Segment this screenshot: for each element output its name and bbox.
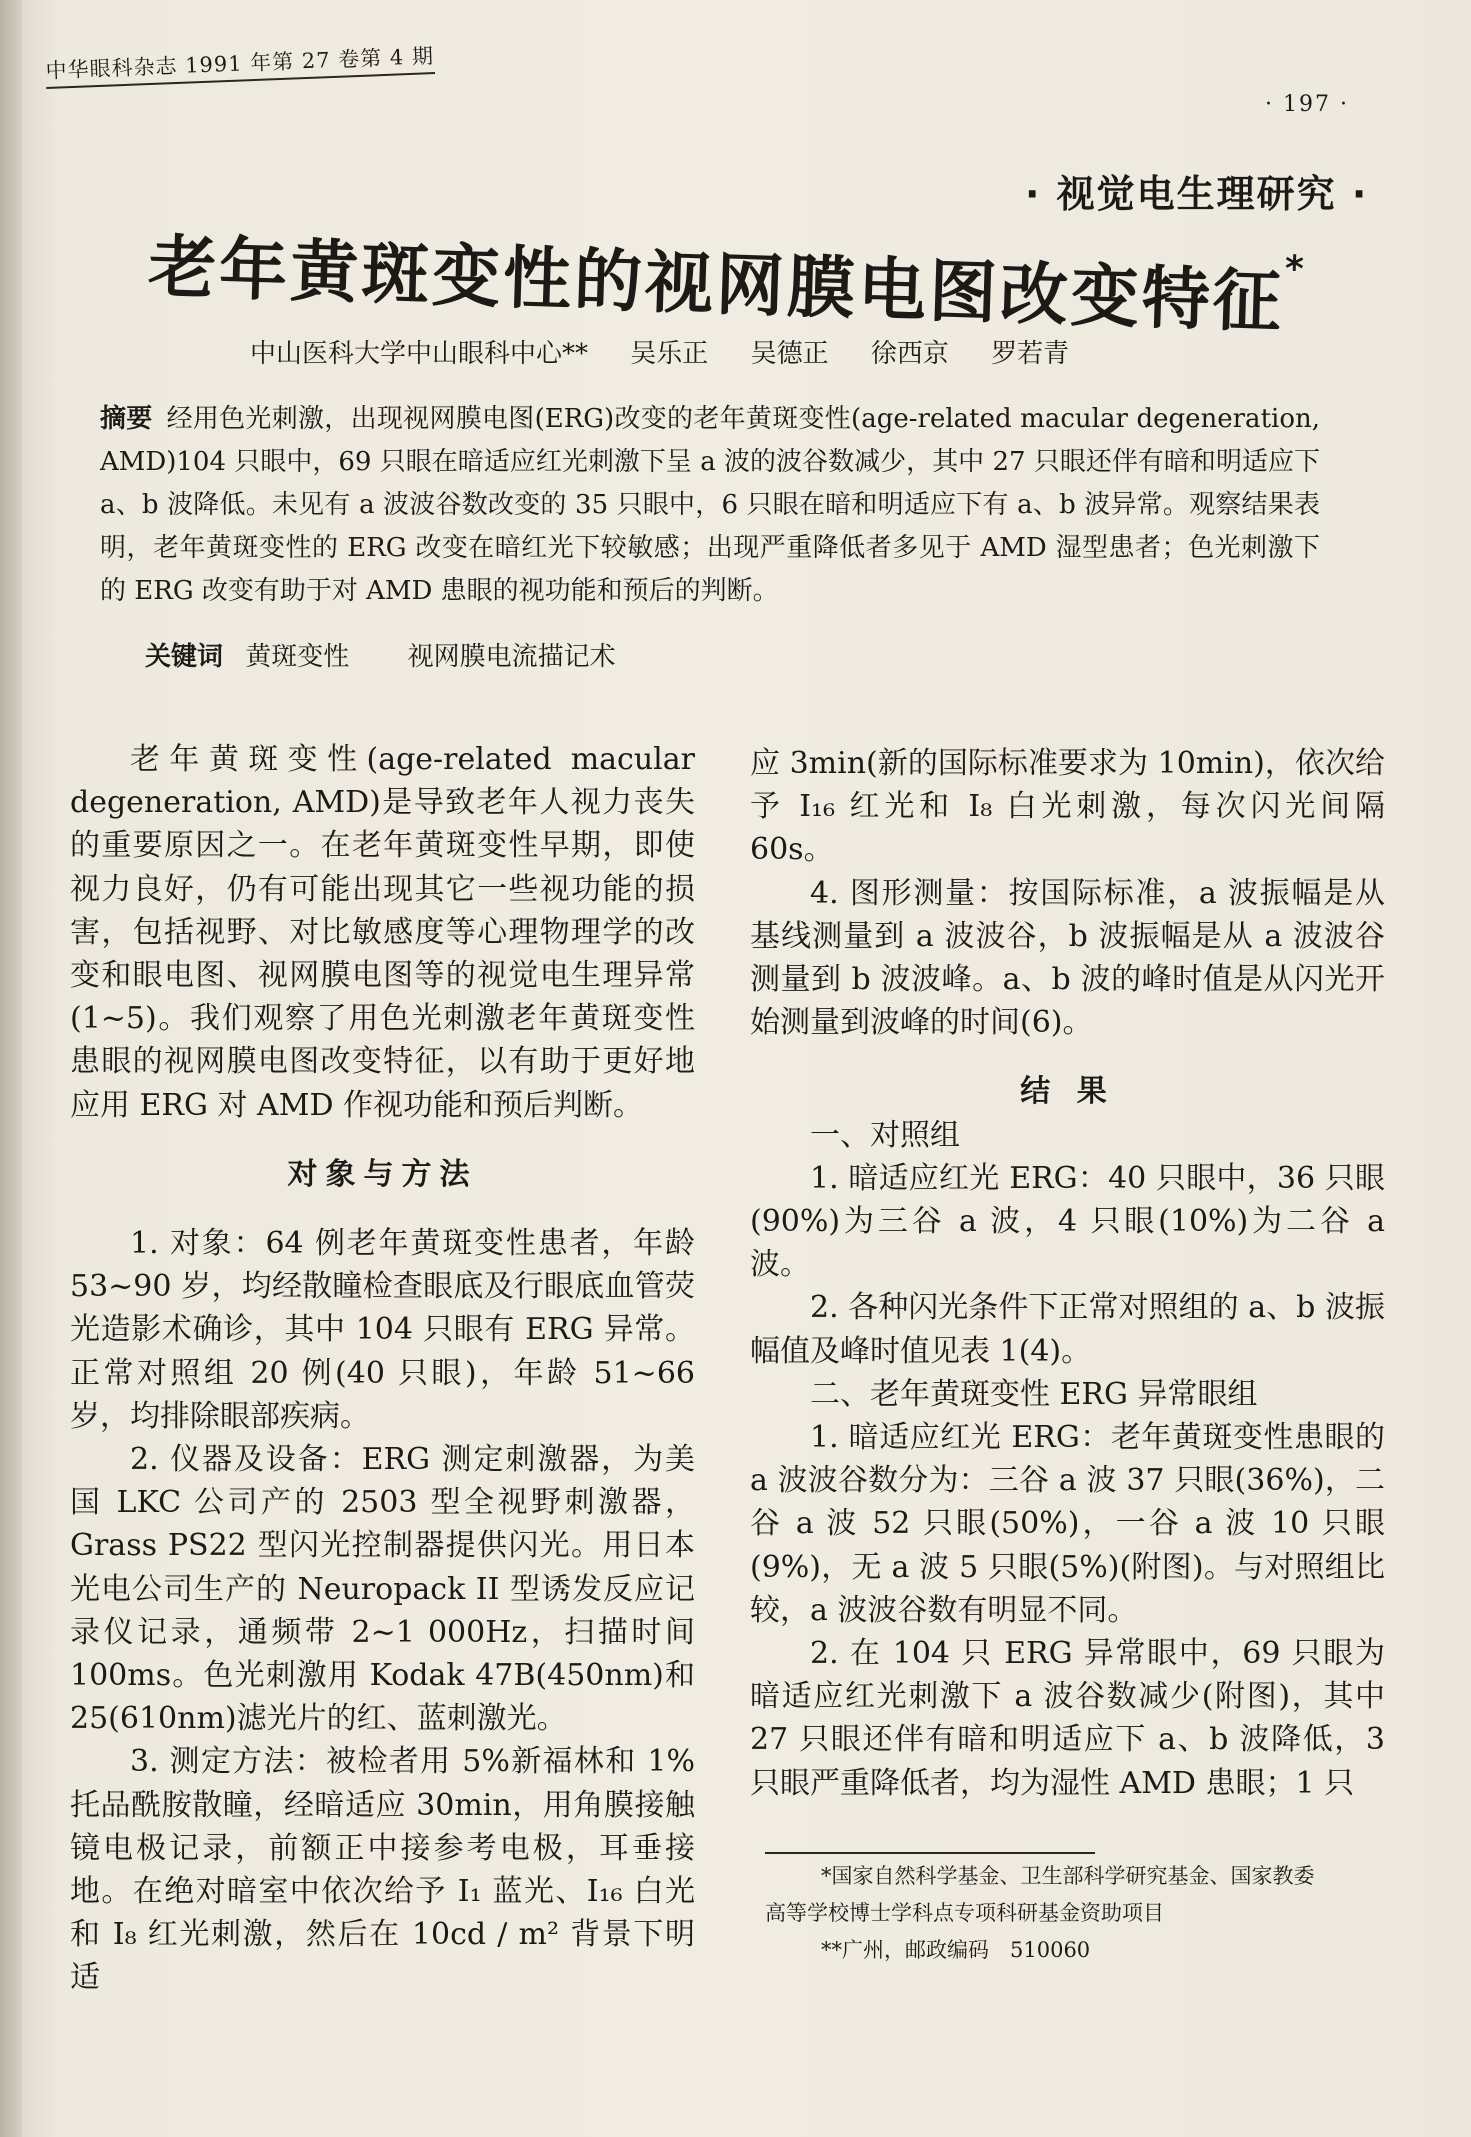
footnotes: [765, 1858, 1405, 1969]
methods-measurement: 4. 图形测量：按国际标准，a 波振幅是从基线测量到 a 波波谷，b 波振幅是从 a 波波谷测量到 b 波波峰。a、b 波的峰时值是从闪光开始测量到波峰的时间(6)。: [750, 875, 1385, 1041]
author-4: 罗若青: [991, 339, 1070, 369]
author-3: 徐西京: [870, 339, 949, 369]
author-line: [250, 333, 1069, 370]
title-footnote-mark: *: [1284, 248, 1308, 291]
intro-paragraph: 老年黄斑变性(age-related macular degeneration, AMD)是导致老年人视力丧失的重要原因之一。在老年黄斑变性早期，即使视力良好，仍有可能出现其它一些视功能的损害，包括视野、对比敏感度等心理物理学的改变和眼电图、视网膜电图等的视觉电生理异常(1~5)。我们观察了用色光刺激老年黄斑变性患眼的视网膜电图改变特征，以有助于更好地应用 ERG 对 AMD 作视功能和预后判断。: [70, 742, 695, 1123]
keywords-label: 关键词: [145, 642, 224, 672]
procedure-continued: 应 3min(新的国际标准要求为 10min)，依次给予 I₁₆ 红光和 I₈ 白光刺激，每次闪光间隔 60s。: [750, 746, 1385, 868]
journal-header: 中华眼科杂志 1991 年第 27 卷第 4 期: [45, 40, 435, 89]
abstract-text: 经用色光刺激，出现视网膜电图(ERG)改变的老年黄斑变性(age-related macular degeneration, AMD)104 只眼中，69 只眼在暗适应红光刺激下呈 a 波的波谷数减少，其中 27 只眼还伴有暗和明适应下 a、b 波降低。未见有 a 波波谷数改变的 35 只眼中，6 只眼在暗和明适应下有 a、b 波异常。观察结果表明，老年黄斑变性的 ERG 改变在暗红光下较敏感；出现严重降低者多见于 AMD 湿型患者；色光刺激下的 ERG 改变有助于对 AMD 患眼的视功能和预后的判断。: [100, 404, 1320, 606]
page-binding-shadow: [0, 0, 22, 2137]
page-number: · 197 ·: [1265, 92, 1349, 117]
footnote-address: **广州，邮政编码 510060: [821, 1938, 1091, 1962]
methods-heading: 对象与方法: [287, 1156, 478, 1192]
keywords: [145, 636, 666, 673]
footnote-funding: *国家自然科学基金、卫生部科学研究基金、国家教委: [821, 1864, 1315, 1888]
author-1: 吴乐正: [630, 339, 709, 369]
footnote-funding-cont: 高等学校博士学科点专项科研基金资助项目: [765, 1901, 1164, 1925]
article-title: [147, 213, 1307, 346]
amd-result-1: 1. 暗适应红光 ERG：老年黄斑变性患眼的 a 波波谷数分为：三谷 a 波 37 只眼(36%)，二谷 a 波 52 只眼(50%)，一谷 a 波 10 只眼(9%)，无 a 波 5 只眼(5%)(附图)。与对照组比较，a 波波谷数有明显不同。: [750, 1420, 1385, 1628]
right-column: [750, 742, 1385, 1805]
abstract: [100, 398, 1320, 613]
keyword-1: 黄斑变性: [245, 642, 350, 672]
methods-subjects: 1. 对象：64 例老年黄斑变性患者，年龄 53~90 岁，均经散瞳检查眼底及行眼底血管荧光造影术确诊，其中 104 只眼有 ERG 异常。正常对照组 20 例(40 只眼)，年龄 51~66 岁，均排除眼部疾病。: [70, 1226, 695, 1434]
section-label: · 视觉电生理研究 ·: [1025, 172, 1369, 216]
control-group-heading: 一、对照组: [810, 1117, 960, 1153]
amd-result-2: 2. 在 104 只 ERG 异常眼中，69 只眼为暗适应红光刺激下 a 波谷数减少(附图)，其中 27 只眼还伴有暗和明适应下 a、b 波降低，3 只眼严重降低者，均为湿性 AMD 患眼；1 只: [750, 1636, 1385, 1801]
author-2: 吴德正: [750, 339, 829, 369]
methods-equipment: 2. 仪器及设备：ERG 测定刺激器，为美国 LKC 公司产的 2503 型全视野刺激器，Grass PS22 型闪光控制器提供闪光。用日本光电公司生产的 Neuropack II 型诱发反应记录仪记录，通频带 2~1 000Hz，扫描时间 100ms。色光刺激用 Kodak 47B(450nm)和 25(610nm)滤光片的红、蓝刺激光。: [70, 1442, 695, 1737]
control-result-2: 2. 各种闪光条件下正常对照组的 a、b 波振幅值及峰时值见表 1(4)。: [750, 1290, 1385, 1369]
affiliation: 中山医科大学中山眼科中心**: [250, 339, 589, 369]
keyword-2: 视网膜电流描记术: [407, 642, 616, 672]
article-title-text: 老年黄斑变性的视网膜电图改变特征: [147, 227, 1285, 343]
footnote-rule: [765, 1852, 1095, 1854]
methods-procedure: 3. 测定方法：被检者用 5%新福林和 1%托品酰胺散瞳，经暗适应 30min，用角膜接触镜电极记录，前额正中接参考电极，耳垂接地。在绝对暗室中依次给予 I₁ 蓝光、I₁₆ 白光和 I₈ 红光刺激，然后在 10cd / m² 背景下明适: [70, 1744, 695, 1996]
amd-group-heading: 二、老年黄斑变性 ERG 异常眼组: [810, 1376, 1258, 1412]
results-heading: 结 果: [1020, 1074, 1115, 1110]
abstract-label: 摘要: [100, 404, 153, 434]
left-column: [70, 738, 695, 2000]
control-result-1: 1. 暗适应红光 ERG：40 只眼中，36 只眼(90%)为三谷 a 波，4 只眼(10%)为二谷 a 波。: [750, 1160, 1385, 1283]
